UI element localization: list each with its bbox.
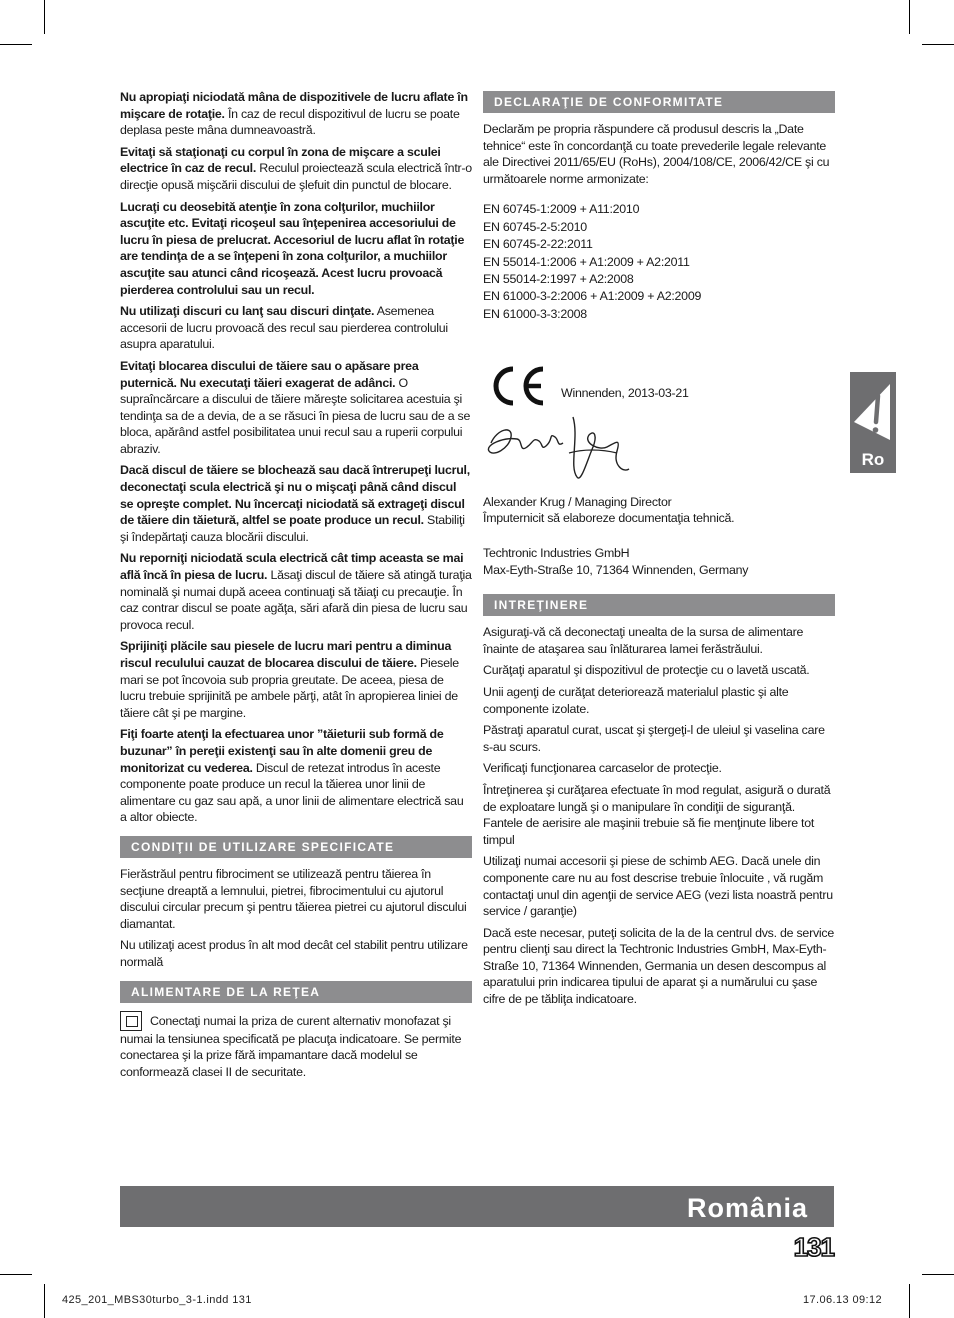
safety-text: O supraîncărcare a discului de tăiere măreşte solicitarea acestuia şi tendinţa sa de a devia, de a se răsuci în piesa de lucru sau de a se bloca, apărând astfel posibilitatea unui recul sau a ruperii corpului abraziv. <box>120 375 471 456</box>
maintenance-paragraph: Asiguraţi-vă că deconectaţi unealta de la sursa de alimentare înainte de ataşarea sau înlăturarea lamei ferăstrăului. <box>483 625 804 656</box>
maintenance-instructions <box>483 624 835 1007</box>
safety-lead: Fiţi foarte atenţi la efectuarea unor ”tăieturii sub formă de buzunar” în pereţii existenţi sau în alte domenii greu de monitorizat cu vederea. <box>120 727 444 775</box>
maintenance-paragraph: Verificaţi funcţionarea carcaselor de protecţie. <box>483 761 722 776</box>
warning-icon <box>850 378 896 448</box>
safety-lead: Sprijiniţi plăcile sau piesele de lucru mari pentru a diminua riscul reculului cauzat de blocarea discului de tăiere. <box>120 639 452 670</box>
safety-text: Reculul proiectează scula electrică într-o direcţie opusă mişcării discului de şlefuit din punctul de blocare. <box>120 161 472 192</box>
crop-mark <box>44 0 45 34</box>
standard-item: EN 60745-2-22:2011 <box>483 237 593 252</box>
safety-paragraph <box>120 358 472 458</box>
safety-paragraph <box>120 462 472 545</box>
maintenance-paragraph: Întreţinerea şi curăţarea efectuate în mod regulat, asigură o durată de exploatare lungă şi o manipulare în condiţii de siguranţă. Fantele de aerisire ale maşinii trebuie să fie menţinute libere tot timpul <box>483 782 831 847</box>
safety-lead: Nu utilizaţi discuri cu lanţ sau discuri dinţate. <box>120 304 375 319</box>
right-column <box>483 91 835 1013</box>
class-ii-icon <box>120 1011 142 1031</box>
maintenance-paragraph: Dacă este necesar, puteţi solicita de la de la centrul dvs. de service pentru clienţi sau direct la Techtronic Industries GmbH, Max-Eyth-Straße 10, 71364 Winnenden, Germania un desen descompus al aparatului prin indicarea tipului de aparat şi a numărului cu şase cifre de pe tăbliţa indicatoare. <box>483 925 834 1007</box>
conditions-text: Nu utilizaţi acest produs în alt mod decât cel stabilit pentru utilizare normală <box>120 938 468 969</box>
language-code: Ro <box>861 450 885 469</box>
maintenance-paragraph: Curăţaţi aparatul şi dispozitivul de protecţie cu o lavetă uscată. <box>483 663 810 678</box>
left-column <box>120 89 472 1085</box>
language-footer: România <box>120 1186 834 1227</box>
safety-paragraph <box>120 638 472 721</box>
standard-item: EN 60745-1:2009 + A11:2010 <box>483 202 640 217</box>
safety-instructions <box>120 89 472 826</box>
standard-item: EN 61000-3-2:2006 + A1:2009 + A2:2009 <box>483 289 702 304</box>
crop-mark <box>0 44 32 45</box>
safety-paragraph <box>120 303 472 353</box>
power-supply-description: Conectaţi numai la priza de curent alternativ monofazat şi numai la tensiunea specificată pe placuţa indicatoare. Se permite conectarea şi la prize fără impamantare dacă modelul se conformează clasei II de securitate. <box>120 1013 462 1079</box>
signer-role: Împuternicit să elaboreze documentaţia tehnică. <box>483 511 735 526</box>
safety-lead: Nu reporniţi niciodată scula electrică cât timp aceasta se mai află încă în piesa de lucru. <box>120 551 464 583</box>
declaration-text: Declarăm pe propria răspundere că produsul descris la „Date tehnice“ este în concordanţă cu toate prevederile legale relevante ale Directivei 2011/65/EU (RoHs), 2004/108/CE, 2006/42/CE şi cu următoarele norme armonizate: <box>483 122 830 186</box>
safety-text: În caz de recul dispozitivul de lucru se poate deplasa peste mâna dumneavoastră. <box>120 106 460 138</box>
company-address: Max-Eyth-Straße 10, 71364 Winnenden, Germany <box>483 562 749 577</box>
safety-lead: Dacă discul de tăiere se blochează sau dacă întrerupeţi lucrul, deconectaţi scula electrică şi nu o mişcaţi până când discul se opreşte complet. Nu încercaţi niciodată să extrageţi discul de tăiere din tăietură, altfel se poate produce un recul. <box>120 463 470 528</box>
standard-item: EN 61000-3-3:2008 <box>483 306 587 321</box>
page-number: 131 <box>793 1232 834 1262</box>
crop-mark <box>44 1284 45 1318</box>
declaration-heading: DECLARAŢIE DE CONFORMITATE <box>483 91 835 113</box>
safety-text: Piesele mari se pot încovoia sub propria greutate. De aceea, piesa de lucru trebuie sprijinită pe ambele părţi, atât în apropierea liniei de tăiere cât şi pe margine. <box>120 656 459 720</box>
safety-lead: Evitaţi să staţionaţi cu corpul în zona de mişcare a sculei electrice în caz de recul. <box>120 144 441 176</box>
signer-name: Alexander Krug / Managing Director <box>483 494 672 509</box>
conditions-text: Fierăstrăul pentru fibrociment se utilizează pentru tăierea în secţiune dreaptă a lemnului, pietrei, fibrocimentului cu ajutorul discului circular precum şi pentru tăierea pietrei cu ajutorul discului diamantat. <box>120 866 467 931</box>
signature-icon <box>483 407 633 487</box>
safety-text: Lăsaţi discul de tăiere să atingă turaţia nominală şi numai după aceea continuaţi să tăiaţi cu precauţie. În caz contrar discul se poate agăţa, sări afară din piesa de lucru sau provoca recul. <box>120 568 472 632</box>
safety-lead: Nu apropiaţi niciodată mâna de dispozitivele de lucru aflate în mişcare de rotaţie. <box>120 90 468 121</box>
power-supply-text <box>120 1011 472 1081</box>
safety-paragraph <box>120 550 472 633</box>
power-supply-heading: ALIMENTARE DE LA REŢEA <box>120 981 472 1003</box>
safety-paragraph <box>120 89 472 139</box>
crop-mark <box>922 44 954 45</box>
safety-text: Asemenea accesorii de lucru provoacă des recul sau pierderea controlului asupra aparatului. <box>120 304 448 352</box>
place-date: Winnenden, 2013-03-21 <box>561 386 689 401</box>
standard-item: EN 60745-2-5:2010 <box>483 219 587 234</box>
ce-block <box>483 359 835 419</box>
safety-paragraph <box>120 726 472 826</box>
standard-item: EN 55014-1:2006 + A1:2009 + A2:2011 <box>483 254 690 269</box>
maintenance-paragraph: Utilizaţi numai accesorii şi piese de schimb AEG. Dacă unele din componente care nu au fost descrise trebuie înlocuite , vă rugăm contactaţi unul din agenţii de service AEG (vezi lista noastră pentru service / garanţie) <box>483 854 833 919</box>
crop-mark <box>909 0 910 34</box>
standard-item: EN 55014-2:1997 + A2:2008 <box>483 272 634 286</box>
maintenance-paragraph: Păstraţi aparatul curat, uscat şi ştergeţi-l de uleiul şi vaselina care s-au scurs. <box>483 723 825 754</box>
safety-paragraph <box>120 144 472 194</box>
print-timestamp: 17.06.13 09:12 <box>803 1294 883 1306</box>
safety-lead: Lucraţi cu deosebită atenţie în zona colţurilor, muchiilor ascuţite etc. Evitaţi ricoşeul sau înţepenirea accesoriului de lucru în piesa de prelucrat. Accesoriul de lucru aflat în rotaţie are tendinţa de a se înţepeni în zona colţurilor, a muchiilor ascuţite sau atunci când ricoşează. Acest lucru provoacă pierderea controlului sau un recul. <box>120 199 465 297</box>
language-tab <box>850 372 896 473</box>
file-slug: 425_201_MBS30turbo_3-1.indd 131 <box>62 1294 252 1306</box>
standards-list <box>483 201 835 323</box>
maintenance-heading: INTREŢINERE <box>483 594 835 616</box>
crop-mark <box>922 1274 954 1275</box>
conditions-heading: CONDIŢII DE UTILIZARE SPECIFICATE <box>120 836 472 858</box>
crop-mark <box>0 1274 32 1275</box>
ce-mark-icon <box>487 365 549 407</box>
safety-lead: Evitaţi blocarea discului de tăiere sau o apăsare prea puternică. Nu executaţi tăieri exagerat de adânci. <box>120 358 419 390</box>
crop-mark <box>909 1284 910 1318</box>
company-name: Techtronic Industries GmbH <box>483 546 630 560</box>
maintenance-paragraph: Unii agenţi de curăţat deteriorează materialul plastic şi alte componente izolate. <box>483 684 789 716</box>
safety-paragraph <box>120 199 472 299</box>
safety-text: Stabiliţi şi îndepărtaţi cauza blocării discului. <box>120 513 465 544</box>
safety-text: Discul de retezat introdus în aceste componente poate produce un recul la tăierea unor linii de alimentare cu gaz sau apă, a unor linii de alimentare electrică sau a altor obiecte. <box>120 760 464 825</box>
